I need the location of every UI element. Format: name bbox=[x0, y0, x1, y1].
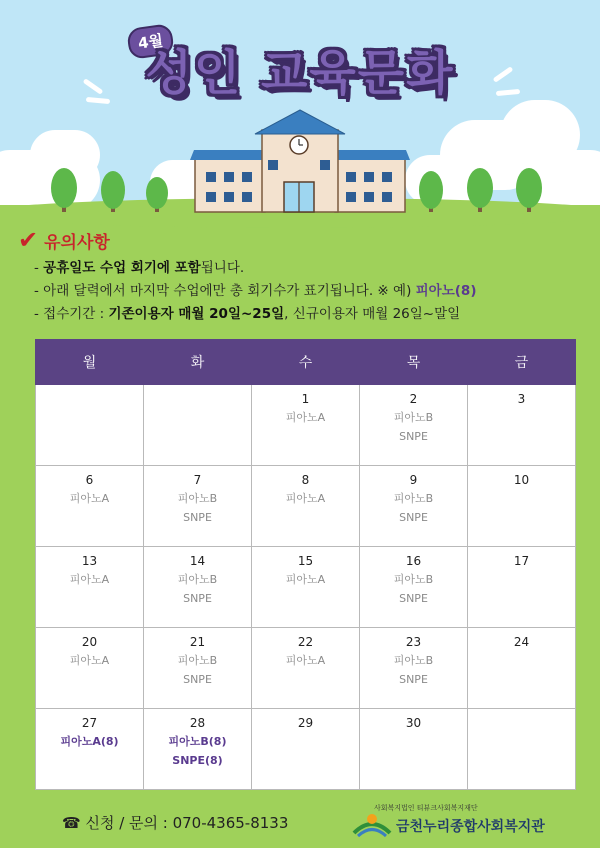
day-number: 3 bbox=[517, 392, 526, 406]
calendar-week-row bbox=[36, 466, 576, 547]
checkmark-icon: ✔ bbox=[18, 226, 39, 254]
calendar-week-row bbox=[36, 628, 576, 709]
calendar-day-cell bbox=[144, 628, 252, 709]
class-calendar bbox=[35, 339, 576, 790]
calendar-day-cell bbox=[144, 466, 252, 547]
calendar-day-cell bbox=[360, 466, 468, 547]
class-label: SNPE bbox=[399, 511, 428, 524]
weekday-header: 화 bbox=[144, 340, 252, 385]
class-label: SNPE(8) bbox=[172, 754, 223, 767]
notice-line-2: - 아래 달력에서 마지막 수업에만 총 회기수가 표기됩니다. ※ 예) 피아노(8) bbox=[34, 283, 477, 299]
day-number: 23 bbox=[405, 635, 422, 649]
class-label: 피아노A bbox=[285, 573, 326, 586]
calendar-day-cell bbox=[360, 709, 468, 790]
calendar-day-cell bbox=[144, 385, 252, 466]
notice-heading: 유의사항 bbox=[44, 233, 110, 253]
organization-logo-icon bbox=[352, 809, 392, 839]
day-number: 20 bbox=[81, 635, 98, 649]
weekday-header: 월 bbox=[36, 340, 144, 385]
calendar-day-cell bbox=[36, 547, 144, 628]
calendar-day-cell bbox=[252, 547, 360, 628]
class-label: 피아노B bbox=[393, 411, 434, 424]
contact-info: ☎ 신청 / 문의 : 070-4365-8133 bbox=[62, 814, 289, 832]
day-number: 30 bbox=[405, 716, 422, 730]
class-label: 피아노B bbox=[393, 654, 434, 667]
organization-block bbox=[352, 803, 545, 836]
notice-section bbox=[18, 226, 588, 323]
class-label: 피아노A bbox=[69, 573, 110, 586]
class-label: SNPE bbox=[399, 430, 428, 443]
day-number: 16 bbox=[405, 554, 422, 568]
weekday-header: 목 bbox=[360, 340, 468, 385]
calendar-week-row bbox=[36, 385, 576, 466]
class-label: 피아노A(8) bbox=[60, 735, 119, 748]
calendar-day-cell bbox=[36, 385, 144, 466]
weekday-header: 수 bbox=[252, 340, 360, 385]
day-number: 24 bbox=[513, 635, 530, 649]
calendar-day-cell bbox=[36, 628, 144, 709]
class-label: 피아노A bbox=[285, 492, 326, 505]
month-badge: 4월 bbox=[126, 23, 175, 60]
day-number: 6 bbox=[85, 473, 94, 487]
day-number: 14 bbox=[189, 554, 206, 568]
calendar-day-cell bbox=[360, 385, 468, 466]
day-number: 2 bbox=[409, 392, 418, 406]
day-number: 21 bbox=[189, 635, 206, 649]
calendar-day-cell bbox=[360, 628, 468, 709]
day-number: 28 bbox=[189, 716, 206, 730]
calendar-week-row bbox=[36, 547, 576, 628]
calendar-day-cell bbox=[468, 547, 576, 628]
day-number: 17 bbox=[513, 554, 530, 568]
class-label: SNPE bbox=[399, 673, 428, 686]
calendar-day-cell bbox=[36, 709, 144, 790]
day-number: 10 bbox=[513, 473, 530, 487]
class-label: 피아노A bbox=[69, 492, 110, 505]
calendar-day-cell bbox=[252, 385, 360, 466]
day-number: 15 bbox=[297, 554, 314, 568]
calendar-day-cell bbox=[252, 709, 360, 790]
day-number: 29 bbox=[297, 716, 314, 730]
class-label: 피아노B bbox=[177, 573, 218, 586]
class-label: 피아노B(8) bbox=[168, 735, 227, 748]
day-number: 27 bbox=[81, 716, 98, 730]
calendar-day-cell bbox=[252, 628, 360, 709]
calendar-day-cell bbox=[36, 466, 144, 547]
day-number: 9 bbox=[409, 473, 418, 487]
calendar-day-cell bbox=[144, 709, 252, 790]
class-label: SNPE bbox=[183, 673, 212, 686]
calendar-day-cell bbox=[468, 628, 576, 709]
class-label: 피아노A bbox=[285, 411, 326, 424]
class-label: 피아노B bbox=[393, 492, 434, 505]
calendar-day-cell bbox=[468, 466, 576, 547]
class-label: SNPE bbox=[183, 592, 212, 605]
page-title: 성인 교육문화 bbox=[145, 45, 455, 101]
day-number: 22 bbox=[297, 635, 314, 649]
organization-name: 금천누리종합사회복지관 bbox=[396, 819, 545, 835]
calendar-day-cell bbox=[252, 466, 360, 547]
notice-heading-row bbox=[18, 226, 588, 254]
day-number: 13 bbox=[81, 554, 98, 568]
class-label: 피아노B bbox=[177, 654, 218, 667]
school-building-illustration bbox=[0, 0, 600, 215]
tree-icon bbox=[51, 168, 77, 212]
weekday-header: 금 bbox=[468, 340, 576, 385]
day-number: 1 bbox=[301, 392, 310, 406]
class-label: 피아노B bbox=[177, 492, 218, 505]
day-number: 7 bbox=[193, 473, 202, 487]
calendar-week-row bbox=[36, 709, 576, 790]
weekday-header-row bbox=[36, 340, 576, 385]
calendar-day-cell bbox=[468, 385, 576, 466]
day-number: 8 bbox=[301, 473, 310, 487]
class-label: 피아노A bbox=[285, 654, 326, 667]
calendar-day-cell bbox=[144, 547, 252, 628]
class-label: SNPE bbox=[183, 511, 212, 524]
notice-line-3: - 접수기간 : 기존이용자 매월 20일~25일, 신규이용자 매월 26일~말일 bbox=[34, 306, 461, 322]
class-label: 피아노A bbox=[69, 654, 110, 667]
foundation-name: 사회복지법인 티뷰크사회복지재단 bbox=[374, 804, 478, 812]
notice-line-1: - 공휴일도 수업 회기에 포함됩니다. bbox=[34, 260, 245, 276]
class-label: SNPE bbox=[399, 592, 428, 605]
calendar-day-cell bbox=[360, 547, 468, 628]
class-label: 피아노B bbox=[393, 573, 434, 586]
calendar-day-cell bbox=[468, 709, 576, 790]
